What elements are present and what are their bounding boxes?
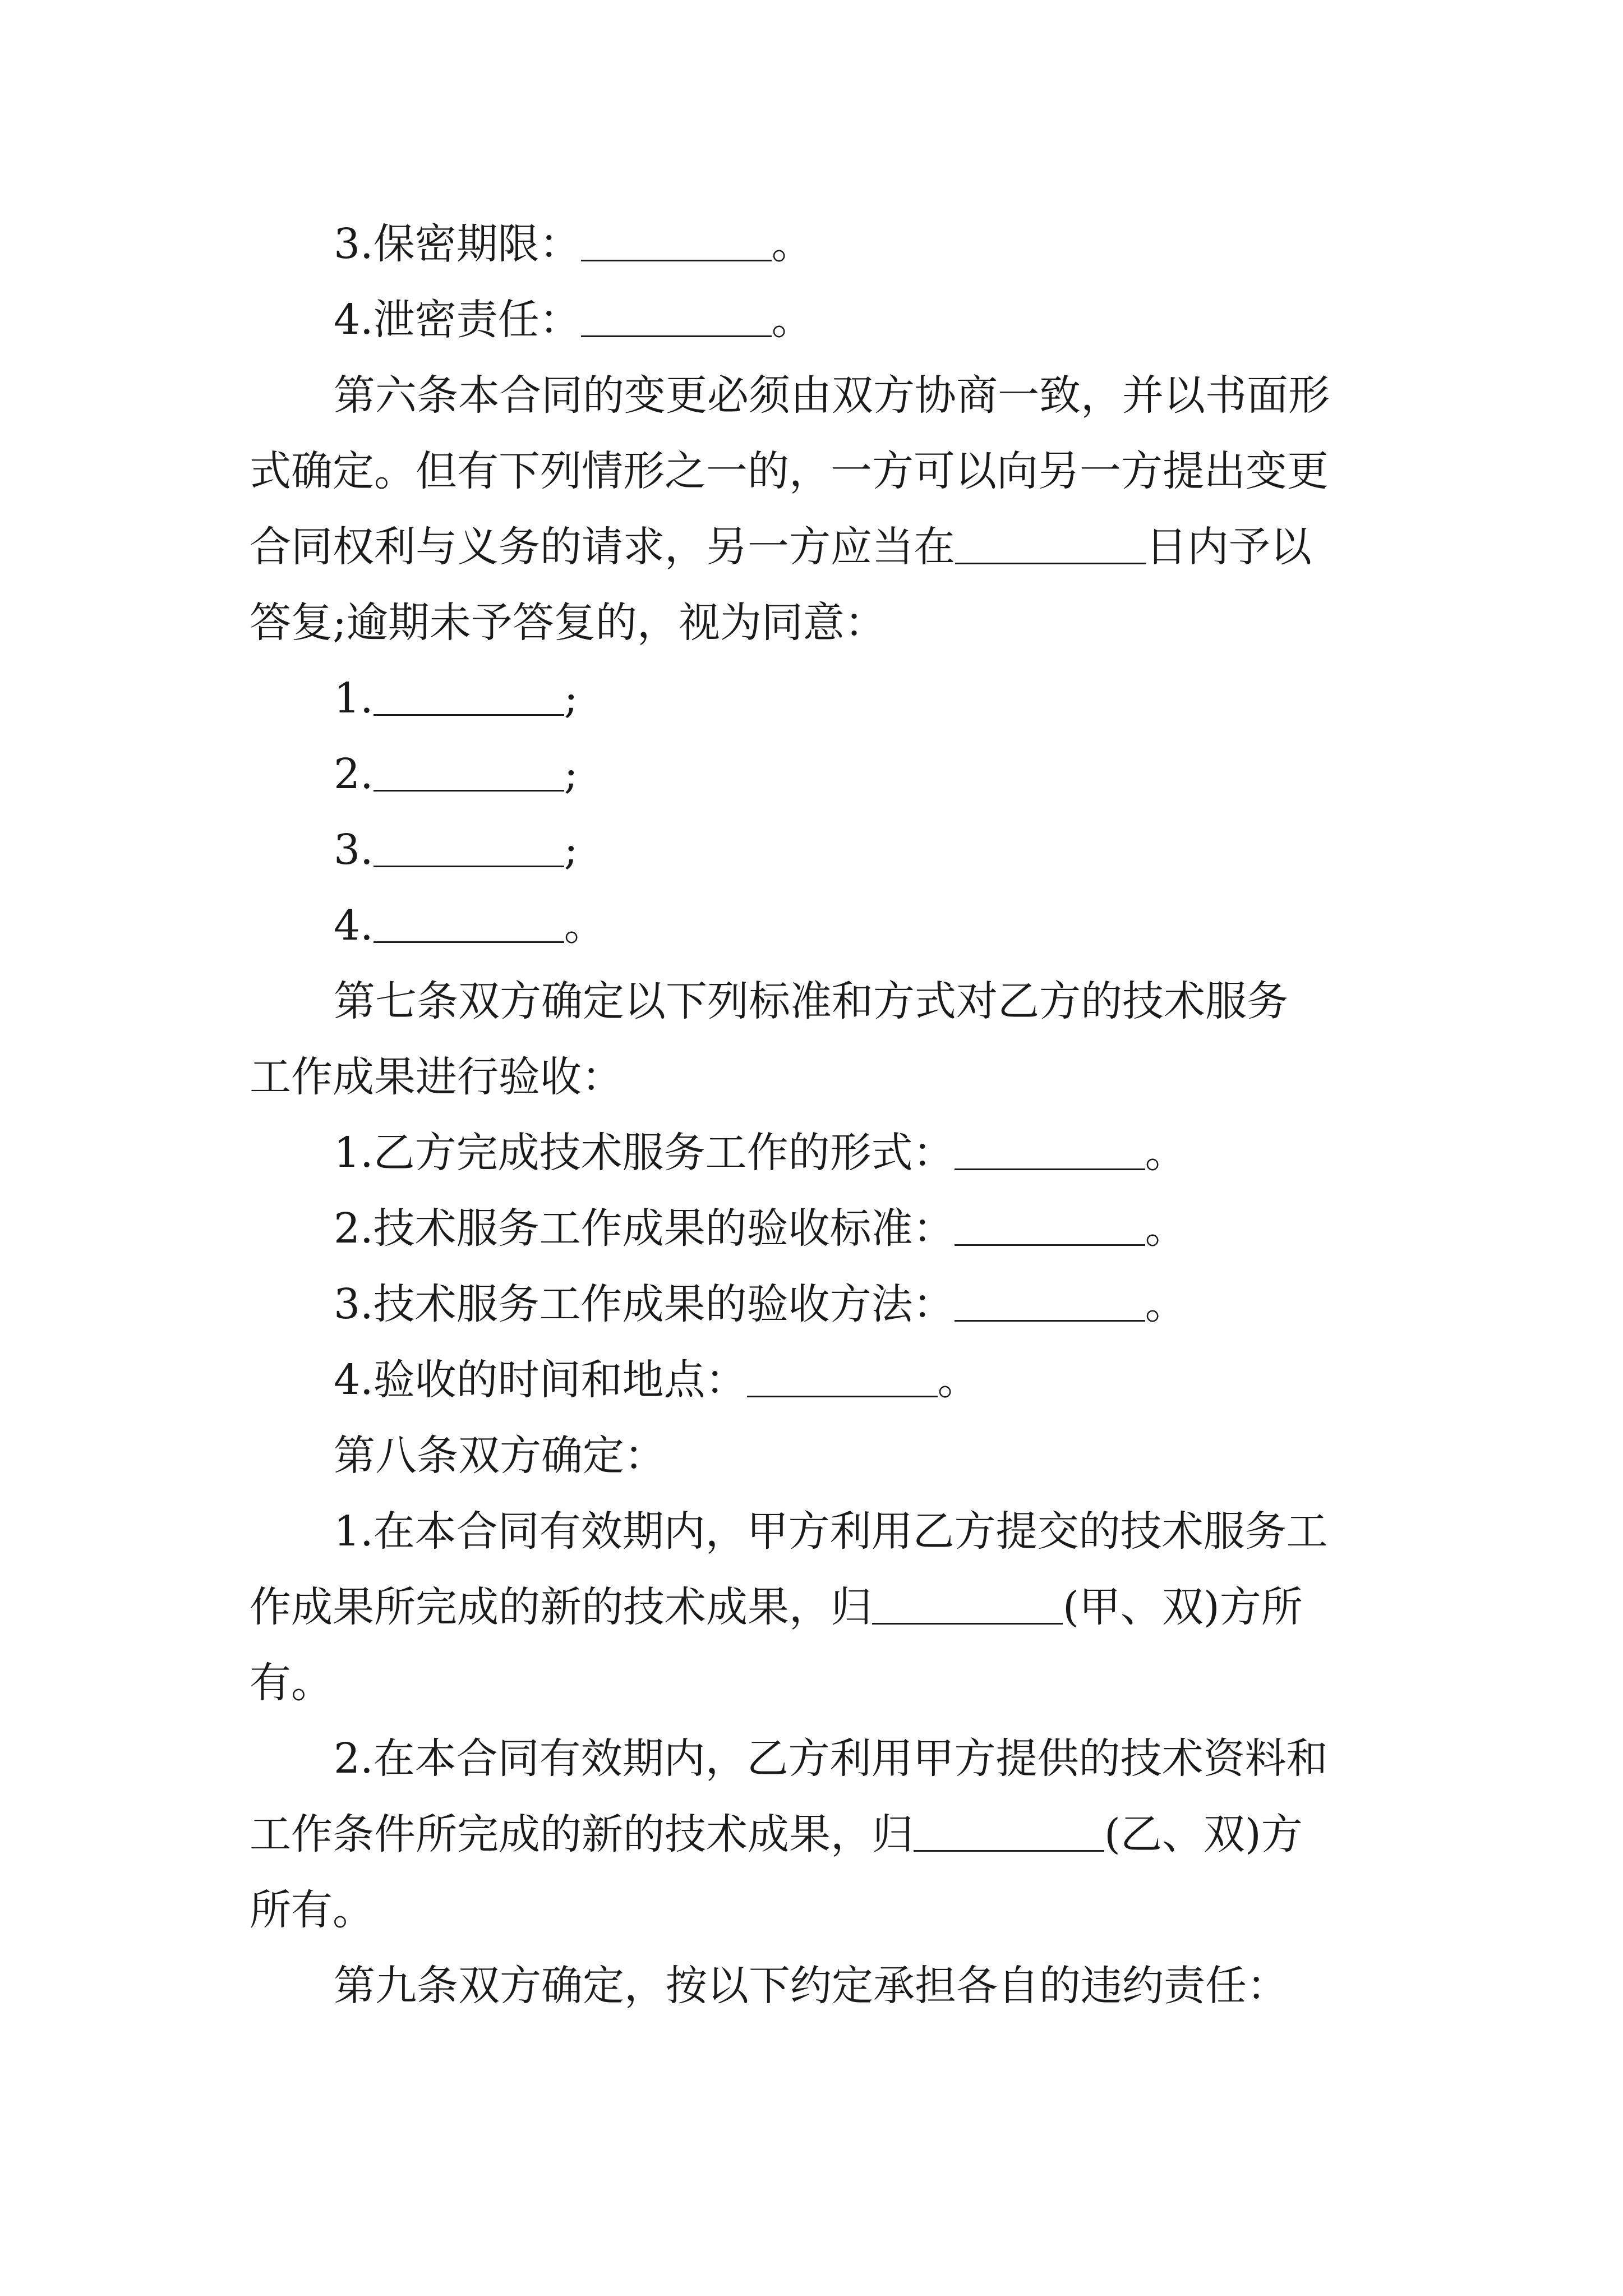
line-text: 作成果所完成的新的技术成果，归: [250, 1583, 872, 1631]
blank-field: [374, 756, 564, 792]
line-text: 式确定。但有下列情形之一的，一方可以向另一方提出变更: [250, 447, 1329, 495]
blank-field: [374, 832, 564, 867]
blank-field: [747, 1362, 938, 1397]
line-text: 1.: [334, 674, 374, 723]
article-8-heading: [334, 1428, 666, 1484]
blank-field: [872, 1589, 1063, 1625]
blank-field: [581, 226, 772, 261]
line-text: 3.保密期限：: [334, 220, 581, 268]
article-6-line-3: [250, 519, 1312, 575]
line-text: 第六条本合同的变更必须由双方协商一致，并以书面形: [334, 371, 1330, 420]
blank-field: [914, 1816, 1104, 1852]
line-tail: ;: [564, 826, 578, 874]
line-tail: 。: [564, 901, 606, 950]
line-tail: 。: [1145, 1280, 1187, 1328]
article-6-item-3: [334, 822, 578, 878]
blank-field: [955, 529, 1146, 564]
line-text: 2.: [334, 750, 374, 798]
line-tail: (甲、双)方所: [1063, 1583, 1303, 1631]
article-8-item-1-line-3: [250, 1655, 333, 1711]
article-6-item-4: [334, 898, 606, 954]
line-text: 所有。: [250, 1886, 374, 1934]
blank-field: [581, 302, 772, 337]
line-text: 2.在本合同有效期内，乙方利用甲方提供的技术资料和: [334, 1734, 1328, 1783]
article-7-line-1: [334, 973, 1288, 1029]
line-text: 4.验收的时间和地点：: [334, 1356, 747, 1404]
line-text: 4.泄密责任：: [334, 296, 581, 344]
article-6-line-4: [250, 595, 886, 651]
blank-field: [374, 680, 564, 716]
blank-field: [374, 908, 564, 943]
article-8-item-1-line-1: [334, 1503, 1328, 1559]
article-6-line-2: [250, 443, 1329, 499]
line-text: 第七条双方确定以下列标准和方式对乙方的技术服务: [334, 977, 1288, 1025]
line-text: 1.在本合同有效期内，甲方利用乙方提交的技术服务工: [334, 1507, 1328, 1556]
article-6-item-1: [334, 670, 578, 726]
line-text: 工作成果进行验收：: [250, 1053, 623, 1101]
article-7-item-3: [334, 1276, 1187, 1332]
line-tail: ;: [564, 750, 578, 798]
line-tail: ;: [564, 674, 578, 723]
line-tail: 。: [771, 296, 813, 344]
article-7-line-2: [250, 1049, 623, 1105]
line-text: 第八条双方确定：: [334, 1432, 666, 1480]
line-tail: 。: [1145, 1129, 1187, 1177]
blank-field: [955, 1286, 1145, 1322]
blank-field: [955, 1211, 1145, 1246]
line-tail: 。: [1145, 1204, 1187, 1253]
line-text: 1.乙方完成技术服务工作的形式：: [334, 1129, 955, 1177]
blank-field: [955, 1135, 1145, 1170]
confidential-period-line: [334, 216, 813, 272]
line-text: 3.: [334, 826, 374, 874]
line-tail: 。: [937, 1356, 979, 1404]
leak-liability-line: [334, 292, 813, 348]
article-6-line-1: [334, 367, 1330, 424]
article-6-item-2: [334, 746, 578, 802]
article-8-item-1-line-2: [250, 1579, 1303, 1635]
line-text: 3.技术服务工作成果的验收方法：: [334, 1280, 955, 1328]
article-7-item-1: [334, 1125, 1187, 1181]
article-8-item-2-line-1: [334, 1731, 1328, 1787]
article-8-item-2-line-2: [250, 1806, 1303, 1862]
line-text: 有。: [250, 1659, 333, 1707]
article-7-item-2: [334, 1200, 1187, 1257]
article-8-item-2-line-3: [250, 1882, 374, 1938]
line-text: 2.技术服务工作成果的验收标准：: [334, 1204, 955, 1253]
line-text: 4.: [334, 901, 374, 950]
line-text: 工作条件所完成的新的技术成果，归: [250, 1810, 914, 1858]
line-text: 第九条双方确定，按以下约定承担各自的违约责任：: [334, 1962, 1288, 2010]
line-tail: (乙、双)方: [1104, 1810, 1303, 1858]
line-tail: 。: [771, 220, 813, 268]
line-text: 答复;逾期未予答复的，视为同意：: [250, 599, 886, 647]
line-text: 合同权利与义务的请求，另一方应当在: [250, 523, 955, 571]
article-7-item-4: [334, 1352, 979, 1408]
article-9-line-1: [334, 1958, 1288, 2014]
line-tail: 日内予以: [1146, 523, 1312, 571]
